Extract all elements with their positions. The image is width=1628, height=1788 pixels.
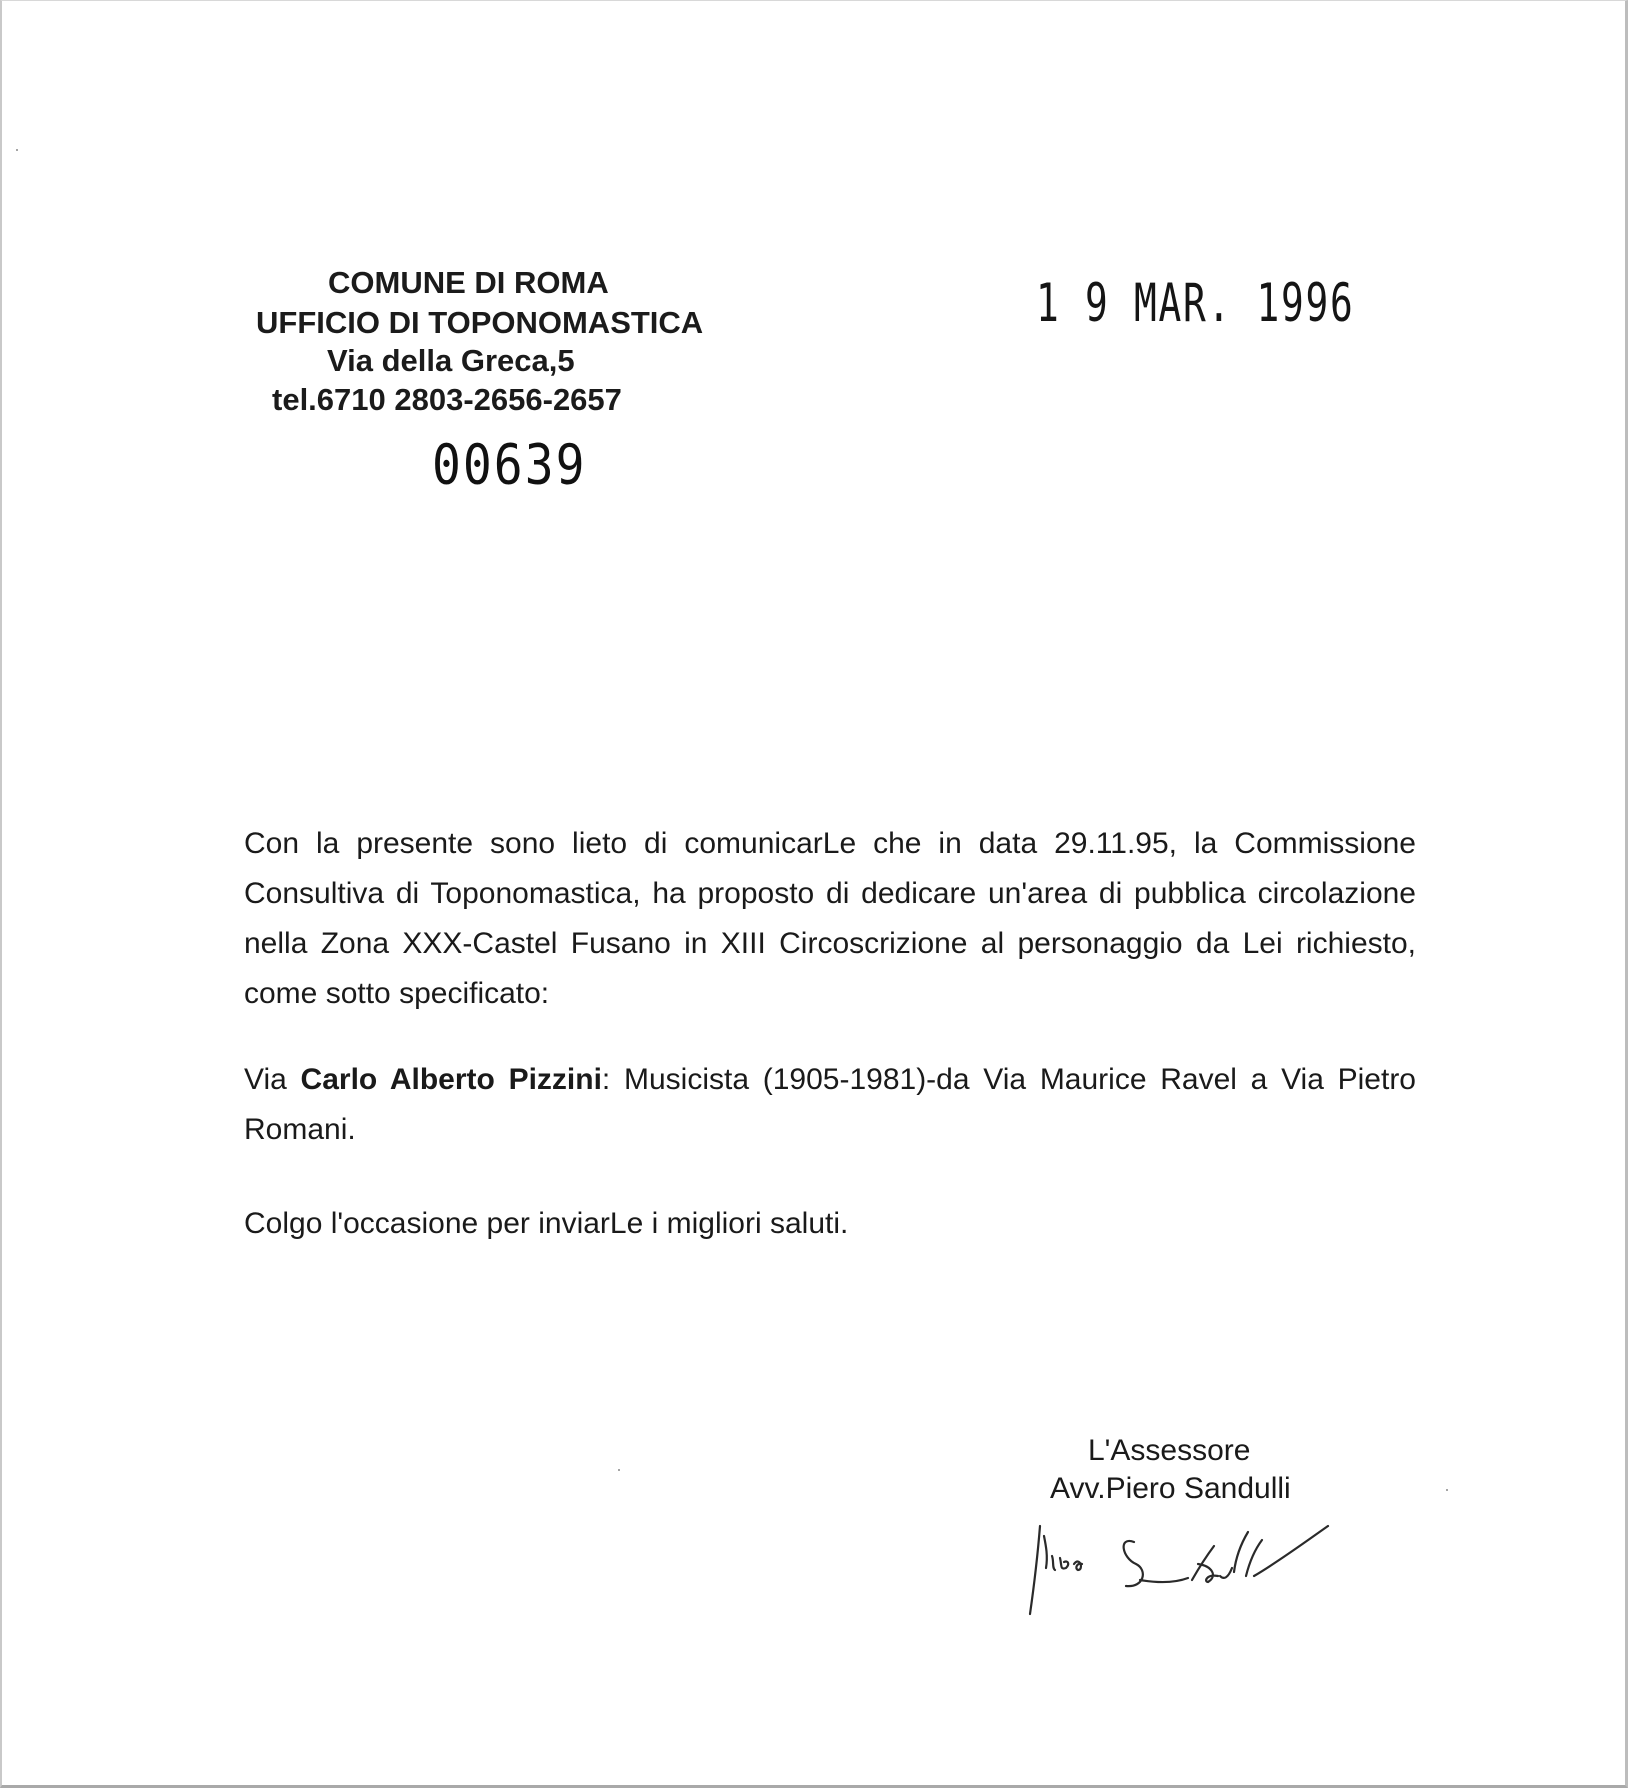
letterhead-municipality: COMUNE DI ROMA <box>328 265 609 300</box>
letterhead-phone: tel.6710 2803-2656-2657 <box>272 382 622 417</box>
street-description: : Musicista (1905-1981)-da Via Maurice Ravel a Via Pietro Romani. <box>244 1063 1416 1146</box>
street-prefix: Via <box>244 1063 301 1096</box>
letter-body <box>244 819 1416 1249</box>
protocol-number-stamp: 00639 <box>432 433 587 498</box>
signatory-role: L'Assessore <box>1088 1434 1251 1467</box>
signatory-name: Avv.Piero Sandulli <box>1050 1472 1291 1505</box>
body-paragraph: Con la presente sono lieto di comunicarLe che in data 29.11.95, la Commissione Consultiva di Toponomastica, ha proposto di dedicare un'area di pubblica circolazione nella Zona XXX-Castel Fusano in XIII Circoscrizione al personaggio da Lei richiesto, come sotto specificato: <box>244 827 1416 1010</box>
street-honoree-name: Carlo Alberto Pizzini <box>300 1063 602 1096</box>
street-dedication <box>244 1055 1416 1155</box>
letterhead-address: Via della Greca,5 <box>327 343 575 378</box>
letterhead-office: UFFICIO DI TOPONOMASTICA <box>256 305 704 340</box>
date-stamp: 1 9 MAR. 1996 <box>1036 273 1355 335</box>
closing-salutation: Colgo l'occasione per inviarLe i migliori saluti. <box>244 1207 849 1240</box>
handwritten-signature <box>1022 1506 1382 1636</box>
